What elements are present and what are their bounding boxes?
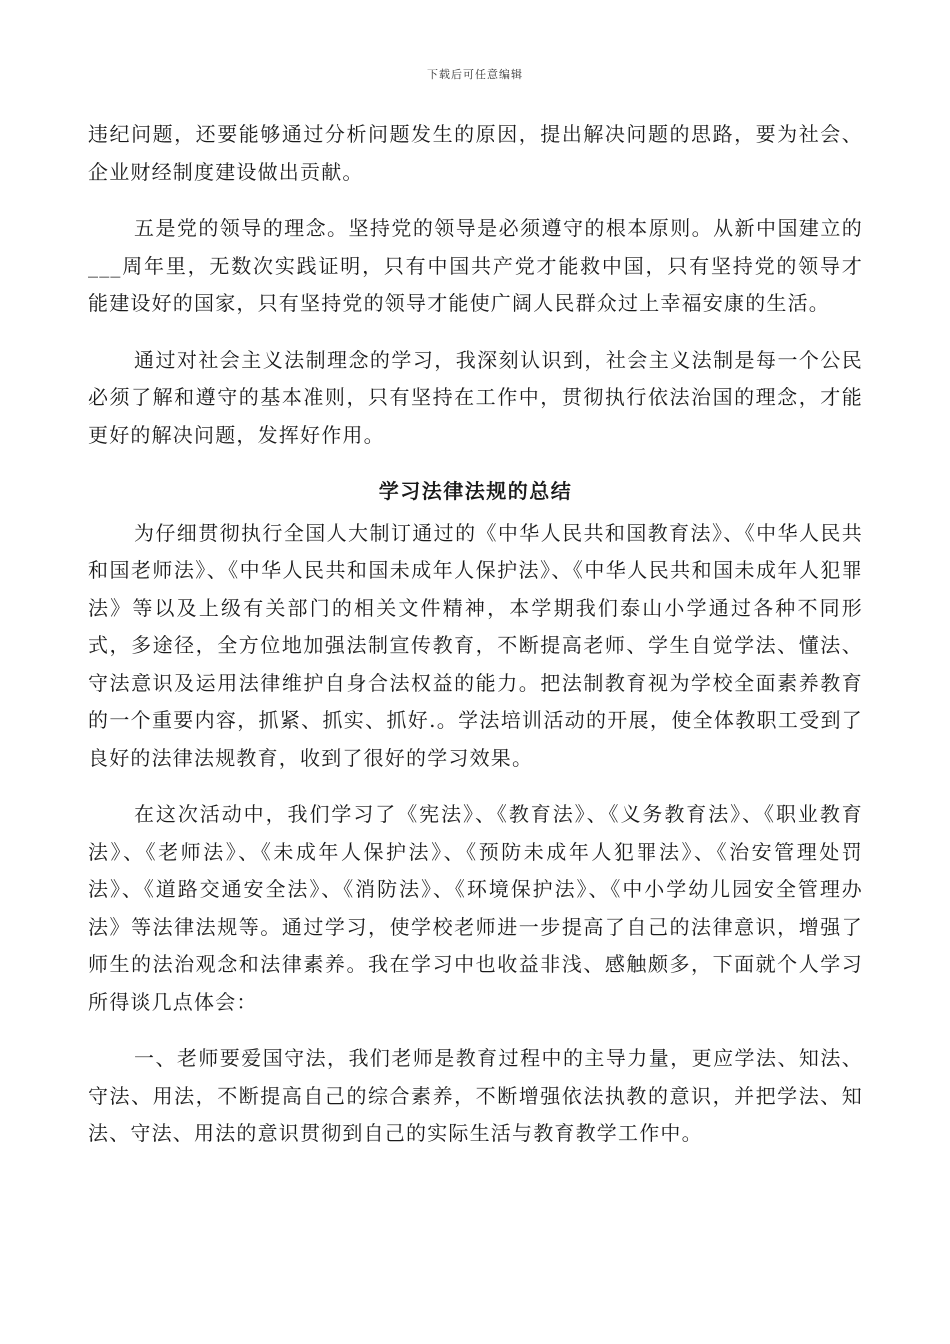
paragraph-laws-studied: 在这次活动中，我们学习了《宪法》、《教育法》、《义务教育法》、《职业教育法》、《老师法》、《未成年人保护法》、《预防未成年人犯罪法》、《治安管理处罚法》、《道路交通安全法》、《消防法》、《环境保护法》、《中小学幼儿园安全管理办法》等法律法规等。通过学习，使学校老师进一步提高了自己的法律意识，增强了师生的法治观念和法律素养。我在学习中也收益非浅、感触颇多，下面就个人学习所得谈几点体会： (88, 802, 863, 1014)
paragraph-intro: 为仔细贯彻执行全国人大制订通过的《中华人民共和国教育法》、《中华人民共和国老师法》、《中华人民共和国未成年人保护法》、《中华人民共和国未成年人犯罪法》等以及上级有关部门的相关文件精神，本学期我们泰山小学通过各种不同形式，多途径，全方位地加强法制宣传教育，不断提高老师、学生自觉学法、懂法、守法意识及运用法律维护自身合法权益的能力。把法制教育视为学校全面素养教育的一个重要内容，抓紧、抓实、抓好.。学法培训活动的开展，使全体教职工受到了良好的法律法规教育，收到了很好的学习效果。 (88, 520, 863, 770)
paragraph-continuation: 违纪问题，还要能够通过分析问题发生的原因，提出解决问题的思路，要为社会、企业财经制度建设做出贡献。 (88, 122, 863, 184)
paragraph-party-leadership: 五是党的领导的理念。坚持党的领导是必须遵守的根本原则。从新中国建立的___周年里，无数次实践证明，只有中国共产党才能救中国，只有坚持党的领导才能建设好的国家，只有坚持党的领导才能使广阔人民群众过上幸福安康的生活。 (88, 216, 863, 315)
paragraph-point-one: 一、老师要爱国守法，我们老师是教育过程中的主导力量，更应学法、知法、守法、用法，不断提高自己的综合素养，不断增强依法执教的意识，并把学法、知法、守法、用法的意识贯彻到自己的实际生活与教育教学工作中。 (88, 1046, 863, 1145)
paragraph-legal-concept-summary: 通过对社会主义法制理念的学习，我深刻认识到，社会主义法制是每一个公民必须了解和遵守的基本准则，只有坚持在工作中，贯彻执行依法治国的理念，才能更好的解决问题，发挥好作用。 (88, 347, 863, 447)
page-header-note: 下载后可任意编辑 (427, 68, 523, 81)
section-title: 学习法律法规的总结 (378, 479, 573, 503)
document-body (88, 116, 863, 1153)
